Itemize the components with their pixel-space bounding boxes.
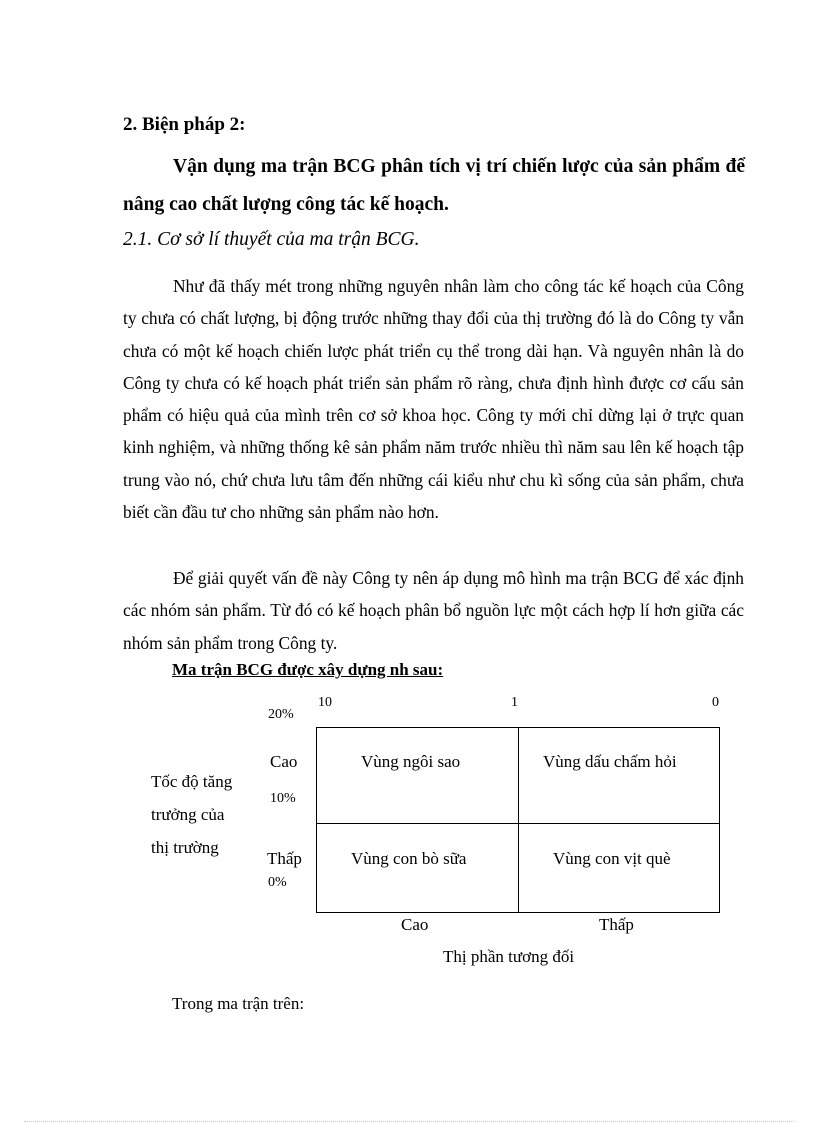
x-axis-title: Thị phần tương đối [443, 947, 575, 966]
paragraph-1: Như đã thấy mét trong những nguyên nhân làm cho công tác kế hoạch của Công ty chưa có chất lượng, bị động trước những thay đổi của thị trường đó là do Công ty vẫn chưa có một kế hoạch chiến lược phát triển cụ thể trong dài hạn. Và nguyên nhân là do Công ty chưa có kế hoạch phát triển sản phẩm rõ ràng, chưa định hình được cơ cấu sản phẩm có hiệu quả của mình trên cơ sở khoa học. Công ty mới chỉ dừng lại ở trực quan kinh nghiệm, và những thống kê sản phẩm năm trước nhiều thì năm sau lên kế hoạch tập trung vào nó, chứ chưa lưu tâm đến những cái kiểu như chu kì sống của sản phẩm, chưa biết cần đầu tư cho những sản phẩm nào hơn. [123, 276, 744, 523]
scale-label-10: 10 [318, 695, 332, 710]
cell-dog: Vùng con vịt què [553, 849, 671, 868]
growth-pct-0: 0% [268, 875, 287, 890]
y-axis-title-line: trưởng của [151, 805, 225, 824]
closing-line: Trong ma trận trên: [172, 994, 305, 1013]
col-label-high: Cao [401, 915, 429, 934]
col-label-low: Thấp [599, 915, 634, 934]
growth-pct-20: 20% [268, 707, 294, 722]
row-label-high: Cao [270, 752, 298, 771]
subtitle: Vận dụng ma trận BCG phân tích vị trí chiến lược của sản phẩm để nâng cao chất lượng công tác kế hoạch. [123, 156, 745, 215]
row-label-low: Thấp [267, 849, 302, 868]
heading: 2. Biện pháp 2: [123, 114, 246, 135]
footer-divider [24, 1121, 794, 1122]
grid-divider-vertical [518, 728, 519, 912]
paragraph-2: Để giải quyết vấn đề này Công ty nên áp dụng mô hình ma trận BCG để xác định các nhóm sản phẩm. Từ đó có kế hoạch phân bổ nguồn lực một cách hợp lí hơn giữa các nhóm sản phẩm trong Công ty. [123, 568, 744, 653]
y-axis-title-line: thị trường [151, 838, 219, 857]
cell-star: Vùng ngôi sao [361, 752, 461, 771]
scale-label-0: 0 [712, 695, 719, 710]
y-axis-title-line: Tốc độ tăng [151, 772, 233, 791]
cell-cash-cow: Vùng con bò sữa [351, 849, 467, 868]
section-title: 2.1. Cơ sở lí thuyết của ma trận BCG. [123, 229, 420, 250]
y-axis-title [151, 765, 261, 864]
growth-pct-10: 10% [270, 791, 296, 806]
matrix-caption: Ma trận BCG được xây dựng nh sau: [172, 660, 444, 679]
cell-question-mark: Vùng dấu chấm hỏi [543, 752, 677, 771]
scale-label-1: 1 [511, 695, 518, 710]
grid-divider-horizontal [317, 823, 719, 824]
